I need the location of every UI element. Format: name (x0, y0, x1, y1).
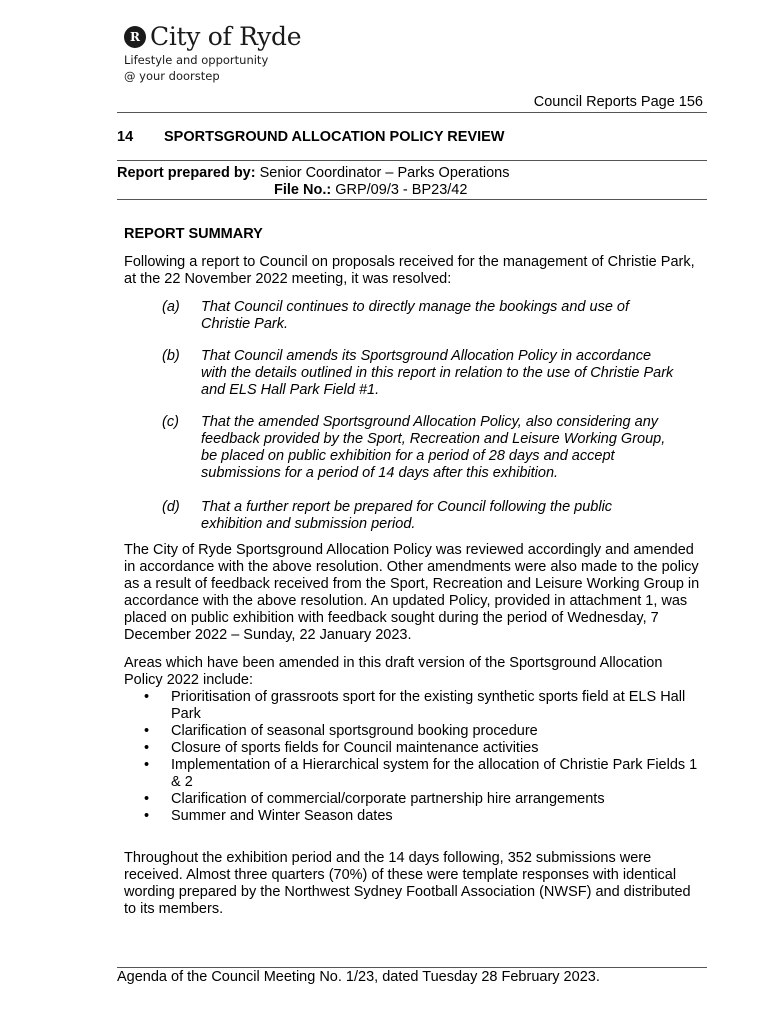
amendments-list (124, 689, 704, 825)
list-item (124, 757, 704, 791)
logo-tagline-line2: @ your doorstep (124, 69, 220, 83)
policy-review-paragraph: The City of Ryde Sportsground Allocation Policy was reviewed accordingly and amended in accordance with the above resolution. Other amendments were also made to the policy as a result of feedback received from the Sport, Recreation and Leisure Working Group in accordance with the above resolution. An updated Policy, provided in attachment 1, was placed on public exhibition with feedback sought during the period of Wednesday, 7 December 2022 – Sunday, 22 January 2023. (124, 542, 700, 643)
amendments-intro-paragraph: Areas which have been amended in this draft version of the Sportsground Allocation Policy 2022 include: (124, 655, 663, 688)
resolution-label: (a) (162, 299, 180, 315)
resolution-item (124, 348, 704, 399)
list-item (124, 740, 704, 757)
logo-name: City of Ryde (150, 22, 302, 51)
list-item-text: Clarification of seasonal sportsground booking procedure (171, 723, 538, 739)
file-number (274, 182, 467, 199)
list-item-text: Prioritisation of grassroots sport for the existing synthetic sports field at ELS Hall Park (171, 689, 686, 722)
file-number-label: File No.: (274, 182, 332, 198)
list-item-text: Summer and Winter Season dates (171, 808, 393, 824)
page-reference: Council Reports Page 156 (533, 94, 703, 110)
heading-divider (117, 160, 707, 161)
footer-divider (117, 967, 707, 968)
header-divider (117, 112, 707, 113)
city-of-ryde-logo (124, 22, 301, 84)
bullet-icon: • (144, 791, 150, 807)
list-item-text: Clarification of commercial/corporate partnership hire arrangements (171, 791, 605, 807)
logo-tagline-line1: Lifestyle and opportunity (124, 53, 269, 67)
report-summary-heading: REPORT SUMMARY (124, 226, 263, 242)
page-footer: Agenda of the Council Meeting No. 1/23, dated Tuesday 28 February 2023. (117, 969, 600, 985)
prepared-by-label: Report prepared by: (117, 165, 256, 181)
resolution-label: (d) (162, 499, 180, 515)
bullet-icon: • (144, 808, 150, 824)
resolution-text: That Council amends its Sportsground Allocation Policy in accordance with the details outlined in this report in relation to the use of Christie Park and ELS Hall Park Field #1. (201, 348, 674, 398)
resolution-text: That a further report be prepared for Council following the public exhibition and submission period. (201, 499, 613, 532)
file-number-value: GRP/09/3 - BP23/42 (335, 182, 468, 198)
bullet-icon: • (144, 689, 150, 705)
bullet-icon: • (144, 757, 150, 773)
list-item-text: Closure of sports fields for Council maintenance activities (171, 740, 539, 756)
resolution-text: That the amended Sportsground Allocation Policy, also considering any feedback provided by the Sport, Recreation and Leisure Working Group, be placed on public exhibition for a period of 28 days and accept submissions for a period of 14 days after this exhibition. (201, 414, 666, 481)
resolution-item (124, 299, 704, 333)
item-number: 14 (117, 129, 134, 145)
item-heading (117, 129, 505, 145)
logo-row (124, 22, 301, 52)
item-title: SPORTSGROUND ALLOCATION POLICY REVIEW (164, 129, 505, 145)
list-item (124, 723, 704, 740)
list-item-text: Implementation of a Hierarchical system for the allocation of Christie Park Fields 1 & 2 (171, 757, 698, 790)
resolution-label: (c) (162, 414, 179, 430)
list-item (124, 689, 704, 723)
list-item (124, 791, 704, 808)
resolution-item (124, 414, 704, 482)
list-item (124, 808, 704, 825)
report-body (124, 226, 704, 918)
bullet-icon: • (144, 723, 150, 739)
resolution-item (124, 499, 704, 533)
logo-mark-icon: R (124, 26, 146, 48)
intro-paragraph: Following a report to Council on proposals received for the management of Christie Park, at the 22 November 2022 meeting, it was resolved: (124, 254, 695, 287)
meta-divider (117, 199, 707, 200)
report-prepared-by (117, 165, 509, 182)
submissions-paragraph: Throughout the exhibition period and the 14 days following, 352 submissions were received. Almost three quarters (70%) of these were template responses with identical wording prepared by the Northwest Sydney Football Association (NWSF) and distributed to its members. (124, 850, 691, 917)
resolution-text: That Council continues to directly manage the bookings and use of Christie Park. (201, 299, 630, 332)
resolution-label: (b) (162, 348, 180, 364)
prepared-by-value: Senior Coordinator – Parks Operations (259, 165, 510, 181)
bullet-icon: • (144, 740, 150, 756)
